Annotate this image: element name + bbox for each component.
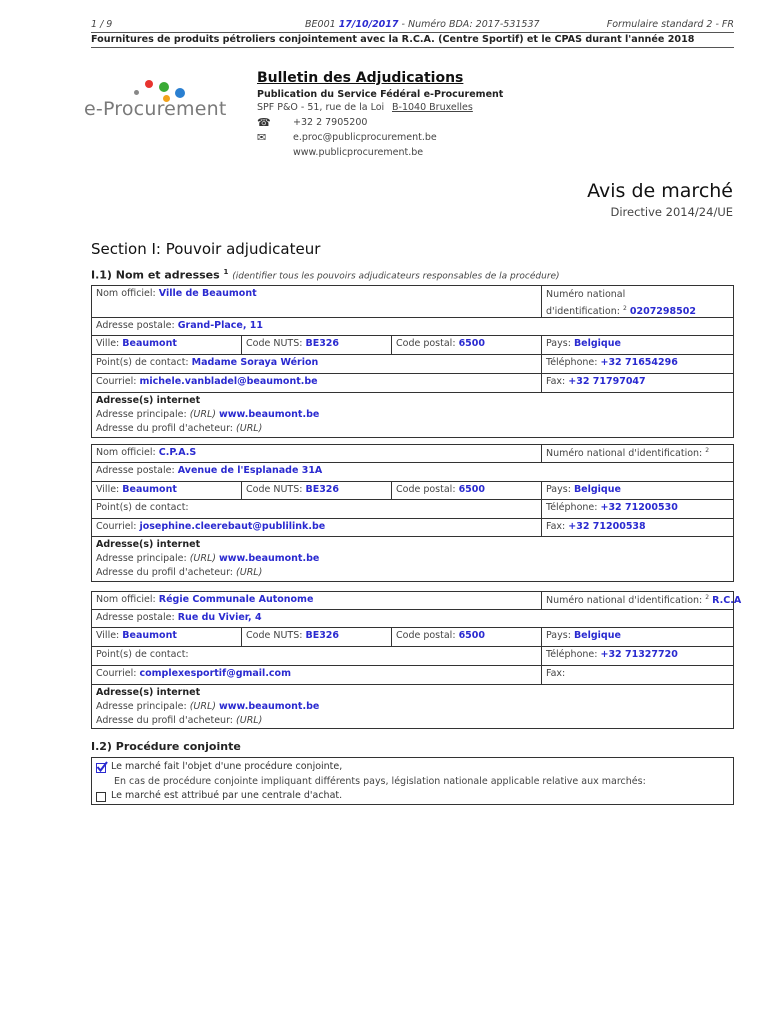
postal-address-label: Adresse postale:	[96, 465, 175, 476]
notice-directive: Directive 2014/24/UE	[610, 205, 733, 219]
checkmark-icon	[96, 761, 108, 773]
city-cell	[92, 336, 242, 354]
url-hint: (URL)	[189, 553, 216, 564]
national-id-label: Numéro national d'identification:	[546, 448, 703, 460]
url-hint: (URL)	[189, 701, 216, 712]
notice-title: Avis de marché	[587, 180, 733, 202]
official-name-label: Nom officiel:	[96, 447, 156, 458]
postal-address-label: Adresse postale:	[96, 612, 175, 623]
city-label: Ville:	[96, 338, 120, 349]
city-value: Beaumont	[122, 338, 177, 349]
country-label: Pays:	[546, 484, 571, 495]
table-row	[92, 666, 733, 685]
nuts-value: BE326	[305, 630, 340, 641]
table-row	[92, 374, 733, 393]
subsection-heading: I.1) Nom et adresses	[91, 268, 220, 282]
phone-label: Téléphone:	[546, 649, 598, 660]
section-title: Section I: Pouvoir adjudicateur	[91, 240, 321, 258]
buyer-profile-label: Adresse du profil d'acheteur:	[96, 567, 234, 578]
nuts-value: BE326	[305, 484, 340, 495]
address-street: SPF P&O - 51, rue de la Loi	[257, 102, 385, 113]
footnote-marker: 1	[223, 268, 229, 276]
subsection-note: (identifier tous les pouvoirs adjudicateurs responsables de la procédure)	[232, 271, 560, 282]
postal-code-label: Code postal:	[396, 630, 456, 641]
phone-label: Téléphone:	[546, 357, 598, 368]
email-label: Courriel:	[96, 521, 137, 532]
table-row	[92, 336, 733, 355]
postal-code-label: Code postal:	[396, 484, 456, 495]
email-label: Courriel:	[96, 376, 137, 387]
official-name-value: Régie Communale Autonome	[158, 594, 314, 605]
city-label: Ville:	[96, 484, 120, 495]
postal-address-value: Grand-Place, 11	[177, 320, 263, 331]
buyer-profile-label: Adresse du profil d'acheteur:	[96, 715, 234, 726]
reference-prefix: BE001	[305, 19, 336, 30]
postal-code-cell	[392, 482, 542, 499]
url-hint: (URL)	[236, 715, 263, 726]
joint-procedure-title: I.2) Procédure conjointe	[91, 740, 241, 753]
national-id-cell	[542, 286, 733, 317]
email-cell	[92, 519, 542, 536]
internet-cell	[92, 393, 733, 437]
fax-label: Fax:	[546, 521, 566, 532]
contact-label: Point(s) de contact:	[96, 649, 189, 660]
main-address-label: Adresse principale:	[96, 553, 187, 564]
country-label: Pays:	[546, 338, 571, 349]
postal-address-label: Adresse postale:	[96, 320, 175, 331]
envelope-icon: ✉	[257, 131, 267, 144]
country-label: Pays:	[546, 630, 571, 641]
website-value[interactable]: www.beaumont.be	[219, 553, 320, 564]
bulletin-website[interactable]: www.publicprocurement.be	[293, 147, 424, 158]
postal-address-value: Avenue de l'Esplanade 31A	[177, 465, 323, 476]
phone-value: +32 71327720	[600, 649, 678, 660]
logo-dot-red	[145, 80, 153, 88]
table-row	[92, 355, 733, 374]
table-row	[92, 393, 733, 437]
bulletin-address	[257, 102, 497, 116]
contact-label: Point(s) de contact:	[96, 357, 189, 368]
table-row	[92, 537, 733, 581]
footnote-marker: 2	[623, 305, 627, 312]
fax-label: Fax:	[546, 668, 566, 679]
city-cell	[92, 482, 242, 499]
nuts-label: Code NUTS:	[246, 484, 303, 495]
official-name-label: Nom officiel:	[96, 594, 156, 605]
joint-procedure-detail: En cas de procédure conjointe impliquant différents pays, législation nationale applicable relative aux marchés:	[114, 776, 646, 787]
joint-procedure-checkbox[interactable]	[96, 763, 106, 773]
city-value: Beaumont	[122, 484, 177, 495]
page-number: 1 / 9	[91, 19, 113, 30]
table-row	[92, 463, 733, 482]
footnote-marker: 2	[705, 447, 710, 454]
authority-table-3	[91, 591, 742, 729]
official-name-cell	[92, 445, 542, 462]
internet-heading: Adresse(s) internet	[96, 687, 201, 698]
nuts-label: Code NUTS:	[246, 630, 303, 641]
address-city: B-1040 Bruxelles	[392, 102, 473, 113]
city-value: Beaumont	[122, 630, 177, 641]
email-value[interactable]: complexesportif@gmail.com	[139, 668, 291, 679]
central-purchasing-checkbox[interactable]	[96, 792, 106, 802]
country-value: Belgique	[573, 484, 621, 495]
internet-cell	[92, 685, 733, 728]
email-label: Courriel:	[96, 668, 137, 679]
postal-code-value: 6500	[458, 630, 486, 641]
nuts-value: BE326	[305, 338, 340, 349]
country-cell	[542, 336, 733, 354]
country-value: Belgique	[573, 338, 621, 349]
authority-table-1	[91, 285, 734, 438]
document-subject: Fournitures de produits pétroliers conjointement avec la R.C.A. (Centre Sportif) et le CPAS durant l'année 2018	[91, 32, 734, 48]
table-row	[92, 482, 733, 500]
logo-dot-grey	[134, 90, 139, 95]
logo-dot-blue	[175, 88, 185, 98]
main-address-label: Adresse principale:	[96, 701, 187, 712]
national-id-label: Numéro national	[546, 289, 626, 300]
authority-table-2	[91, 444, 734, 582]
page-header	[91, 19, 734, 32]
table-row	[92, 286, 733, 318]
national-id-value: 0207298502	[629, 306, 696, 318]
national-id-label-2: d'identification:	[546, 306, 620, 318]
city-cell	[92, 628, 242, 646]
nuts-label: Code NUTS:	[246, 338, 303, 349]
website-value[interactable]: www.beaumont.be	[219, 701, 320, 712]
nuts-cell	[242, 628, 392, 646]
postal-code-value: 6500	[458, 484, 486, 495]
joint-procedure-box	[91, 757, 734, 805]
fax-phone-icon: ☎	[257, 116, 271, 129]
postal-code-label: Code postal:	[396, 338, 456, 349]
fax-cell	[542, 519, 733, 536]
bulletin-email[interactable]: e.proc@publicprocurement.be	[293, 132, 437, 143]
nuts-cell	[242, 482, 392, 499]
table-row	[92, 500, 733, 519]
contact-label: Point(s) de contact:	[96, 502, 189, 513]
fax-cell	[542, 666, 733, 684]
phone-cell	[542, 355, 733, 373]
postal-code-cell	[392, 628, 542, 646]
country-value: Belgique	[573, 630, 621, 641]
joint-procedure-label: Le marché fait l'objet d'une procédure conjointe,	[111, 761, 343, 772]
subsection-title	[91, 268, 560, 282]
contact-cell	[92, 355, 542, 373]
contact-cell	[92, 647, 542, 665]
table-row	[92, 628, 733, 647]
table-row	[92, 685, 733, 728]
postal-address-value: Rue du Vivier, 4	[177, 612, 262, 623]
internet-heading: Adresse(s) internet	[96, 395, 201, 406]
city-label: Ville:	[96, 630, 120, 641]
internet-cell	[92, 537, 733, 581]
official-name-cell	[92, 286, 542, 317]
contact-cell	[92, 500, 542, 518]
email-cell	[92, 374, 542, 392]
postal-address-cell	[92, 318, 733, 335]
table-row	[92, 445, 733, 463]
postal-code-value: 6500	[458, 338, 486, 349]
nuts-cell	[242, 336, 392, 354]
official-name-label: Nom officiel:	[96, 288, 156, 299]
url-hint: (URL)	[236, 423, 263, 434]
contact-value: Madame Soraya Wérion	[191, 357, 319, 368]
national-id-value: R.C.A	[712, 595, 742, 607]
phone-cell	[542, 500, 733, 518]
phone-label: Téléphone:	[546, 502, 598, 513]
internet-heading: Adresse(s) internet	[96, 539, 201, 550]
country-cell	[542, 628, 733, 646]
country-cell	[542, 482, 733, 499]
bulletin-phone: +32 2 7905200	[293, 117, 368, 128]
central-purchasing-label: Le marché est attribué par une centrale d'achat.	[111, 790, 343, 801]
form-label: Formulaire standard 2 - FR	[606, 19, 734, 30]
email-cell	[92, 666, 542, 684]
fax-value: +32 71200538	[568, 521, 646, 532]
national-id-label: Numéro national d'identification:	[546, 595, 703, 607]
website-value[interactable]: www.beaumont.be	[219, 409, 320, 420]
email-value[interactable]: josephine.cleerebaut@publilink.be	[139, 521, 326, 532]
reference-suffix: - Numéro BDA: 2017-531537	[398, 19, 540, 30]
fax-cell	[542, 374, 733, 392]
bulletin-title: Bulletin des Adjudications	[257, 70, 464, 86]
postal-address-cell	[92, 463, 733, 481]
main-address-label: Adresse principale:	[96, 409, 187, 420]
reference-date: 17/10/2017	[338, 19, 399, 30]
table-row	[92, 592, 742, 610]
official-name-value: Ville de Beaumont	[158, 288, 257, 299]
url-hint: (URL)	[189, 409, 216, 420]
table-row	[92, 519, 733, 537]
phone-value: +32 71654296	[600, 357, 678, 368]
table-row	[92, 610, 733, 628]
fax-label: Fax:	[546, 376, 566, 387]
buyer-profile-label: Adresse du profil d'acheteur:	[96, 423, 234, 434]
phone-value: +32 71200530	[600, 502, 678, 513]
phone-cell	[542, 647, 733, 665]
postal-code-cell	[392, 336, 542, 354]
reference-line	[305, 19, 540, 30]
official-name-cell	[92, 592, 542, 609]
national-id-cell	[542, 592, 742, 609]
footnote-marker: 2	[705, 594, 710, 601]
postal-address-cell	[92, 610, 733, 627]
table-row	[92, 318, 733, 336]
bulletin-subtitle: Publication du Service Fédéral e-Procurement	[257, 89, 504, 100]
url-hint: (URL)	[236, 567, 263, 578]
logo-dot-green	[159, 82, 169, 92]
email-value[interactable]: michele.vanbladel@beaumont.be	[139, 376, 318, 387]
eprocurement-logo-text: e-Procurement	[84, 98, 227, 120]
national-id-cell	[542, 445, 733, 462]
official-name-value: C.P.A.S	[158, 447, 197, 458]
fax-value: +32 71797047	[568, 376, 646, 387]
table-row	[92, 647, 733, 666]
